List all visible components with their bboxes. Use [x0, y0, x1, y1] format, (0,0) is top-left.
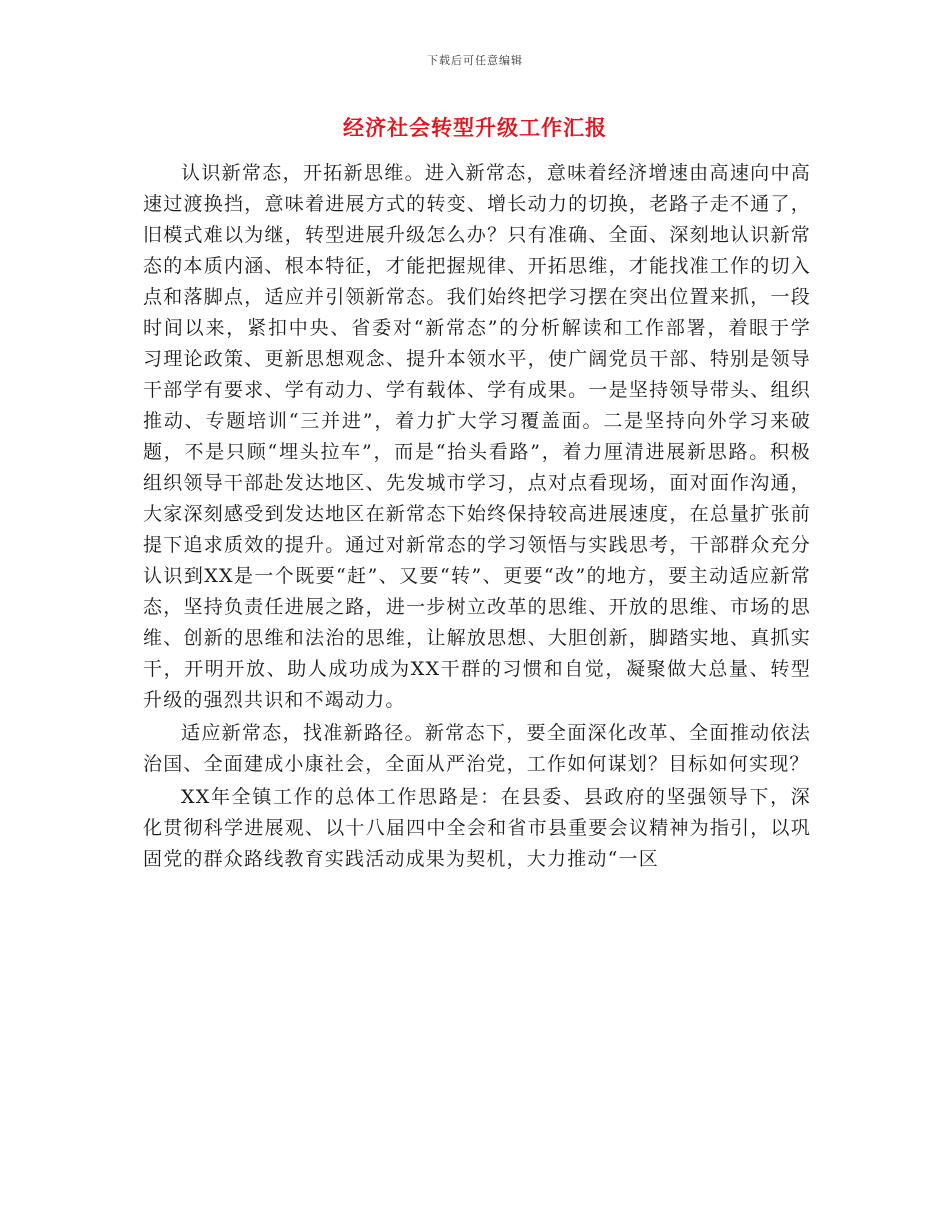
paragraph-3: XX年全镇工作的总体工作思路是：在县委、县政府的坚强领导下，深化贯彻科学进展观、以十八届四中全会和省市县重要会议精神为指引，以巩固党的群众路线教育实践活动成果为契机，大力推动“一区 — [143, 786, 811, 870]
paragraph-1: 认识新常态，开拓新思维。进入新常态，意味着经济增速由高速向中高速过渡换挡，意味着进展方式的转变、增长动力的切换，老路子走不通了，旧模式难以为继，转型进展升级怎么办？只有准确、全面、深刻地认识新常态的本质内涵、根本特征，才能把握规律、开拓思维，才能找准工作的切入点和落脚点，适应并引领新常态。我们始终把学习摆在突出位置来抓，一段时间以来，紧扣中央、省委对“新常态”的分析解读和工作部署，着眼于学习理论政策、更新思想观念、提升本领水平，使广阔党员干部、特别是领导干部学有要求、学有动力、学有载体、学有成果。一是坚持领导带头、组织推动、专题培训“三并进”，着力扩大学习覆盖面。二是坚持向外学习来破题，不是只顾“埋头拉车”，而是“抬头看路”，着力厘清进展新思路。积极组织领导干部赴发达地区、先发城市学习，点对点看现场，面对面作沟通，大家深刻感受到发达地区在新常态下始终保持较高进展速度，在总量扩张前提下追求质效的提升。通过对新常态的学习领悟与实践思考，干部群众充分认识到XX是一个既要“赶”、又要“转”、更要“改”的地方，要主动适应新常态，坚持负责任进展之路，进一步树立改革的思维、开放的思维、市场的思维、创新的思维和法治的思维，让解放思想、大胆创新，脚踏实地、真抓实干，开明开放、助人成功成为XX干群的习惯和自觉，凝聚做大总量、转型升级的强烈共识和不竭动力。 — [143, 162, 811, 711]
document-body — [143, 158, 811, 877]
paragraph-2: 适应新常态，找准新路径。新常态下，要全面深化改革、全面推动依法治国、全面建成小康社会，全面从严治党，工作如何谋划？目标如何实现？ — [143, 722, 811, 775]
document-title: 经济社会转型升级工作汇报 — [343, 115, 607, 140]
page-header-note: 下载后可任意编辑 — [427, 54, 523, 67]
